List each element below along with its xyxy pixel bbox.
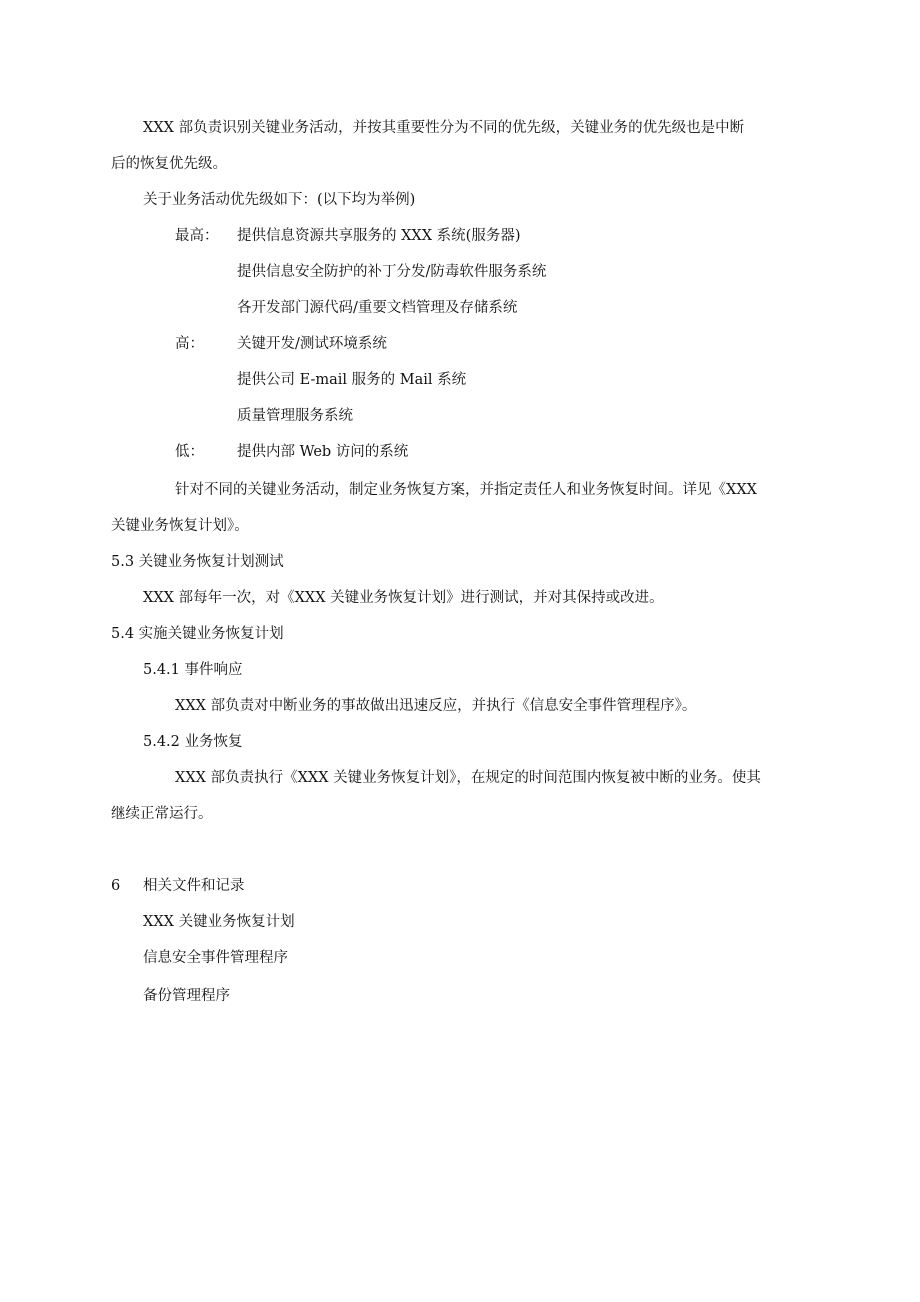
priority-highest-row xyxy=(175,226,521,246)
section-heading-6 xyxy=(111,876,245,896)
subsection-heading-5-4-1: 5.4.1 事件响应 xyxy=(143,662,243,678)
plan-paragraph-line-1: 针对不同的关键业务活动，制定业务恢复方案，并指定责任人和业务恢复时间。详见《XXX xyxy=(175,482,757,498)
intro-paragraph-line-1: XXX 部负责识别关键业务活动，并按其重要性分为不同的优先级，关键业务的优先级也是中断 xyxy=(143,120,745,136)
section-5-3-body: XXX 部每年一次，对《XXX 关键业务恢复计划》进行测试，并对其保持或改进。 xyxy=(143,590,664,606)
subsection-5-4-2-body-line-1: XXX 部负责执行《XXX 关键业务恢复计划》，在规定的时间范围内恢复被中断的业务。使其 xyxy=(175,770,761,786)
priority-item: 提供内部 Web 访问的系统 xyxy=(237,444,409,460)
priority-high-row xyxy=(175,334,387,354)
subsection-5-4-2-body-line-2: 继续正常运行。 xyxy=(111,806,213,822)
plan-paragraph-line-2: 关键业务恢复计划》。 xyxy=(111,518,249,534)
section-title: 相关文件和记录 xyxy=(143,878,245,894)
priority-item: 提供信息安全防护的补丁分发/防毒软件服务系统 xyxy=(237,264,547,280)
section-heading-5-4: 5.4 实施关键业务恢复计划 xyxy=(111,626,284,642)
priority-label-high: 高： xyxy=(175,336,204,352)
priority-low-row xyxy=(175,442,408,462)
priority-label-low: 低： xyxy=(175,444,204,460)
related-document-item: 信息安全事件管理程序 xyxy=(143,950,288,966)
related-document-item: XXX 关键业务恢复计划 xyxy=(143,914,295,930)
priority-item: 提供信息资源共享服务的 XXX 系统(服务器) xyxy=(237,228,521,244)
priority-label-highest: 最高： xyxy=(175,228,219,244)
section-heading-5-3: 5.3 关键业务恢复计划测试 xyxy=(111,554,284,570)
subsection-heading-5-4-2: 5.4.2 业务恢复 xyxy=(143,734,243,750)
priority-intro: 关于业务活动优先级如下：(以下均为举例) xyxy=(143,192,416,208)
priority-item: 关键开发/测试环境系统 xyxy=(237,336,387,352)
priority-item: 提供公司 E-mail 服务的 Mail 系统 xyxy=(237,372,467,388)
intro-paragraph-line-2: 后的恢复优先级。 xyxy=(111,156,227,172)
section-number: 6 xyxy=(111,878,121,894)
related-document-item: 备份管理程序 xyxy=(143,988,230,1004)
priority-item: 质量管理服务系统 xyxy=(237,408,353,424)
priority-item: 各开发部门源代码/重要文档管理及存储系统 xyxy=(237,300,518,316)
subsection-5-4-1-body: XXX 部负责对中断业务的事故做出迅速反应，并执行《信息安全事件管理程序》。 xyxy=(175,698,697,714)
